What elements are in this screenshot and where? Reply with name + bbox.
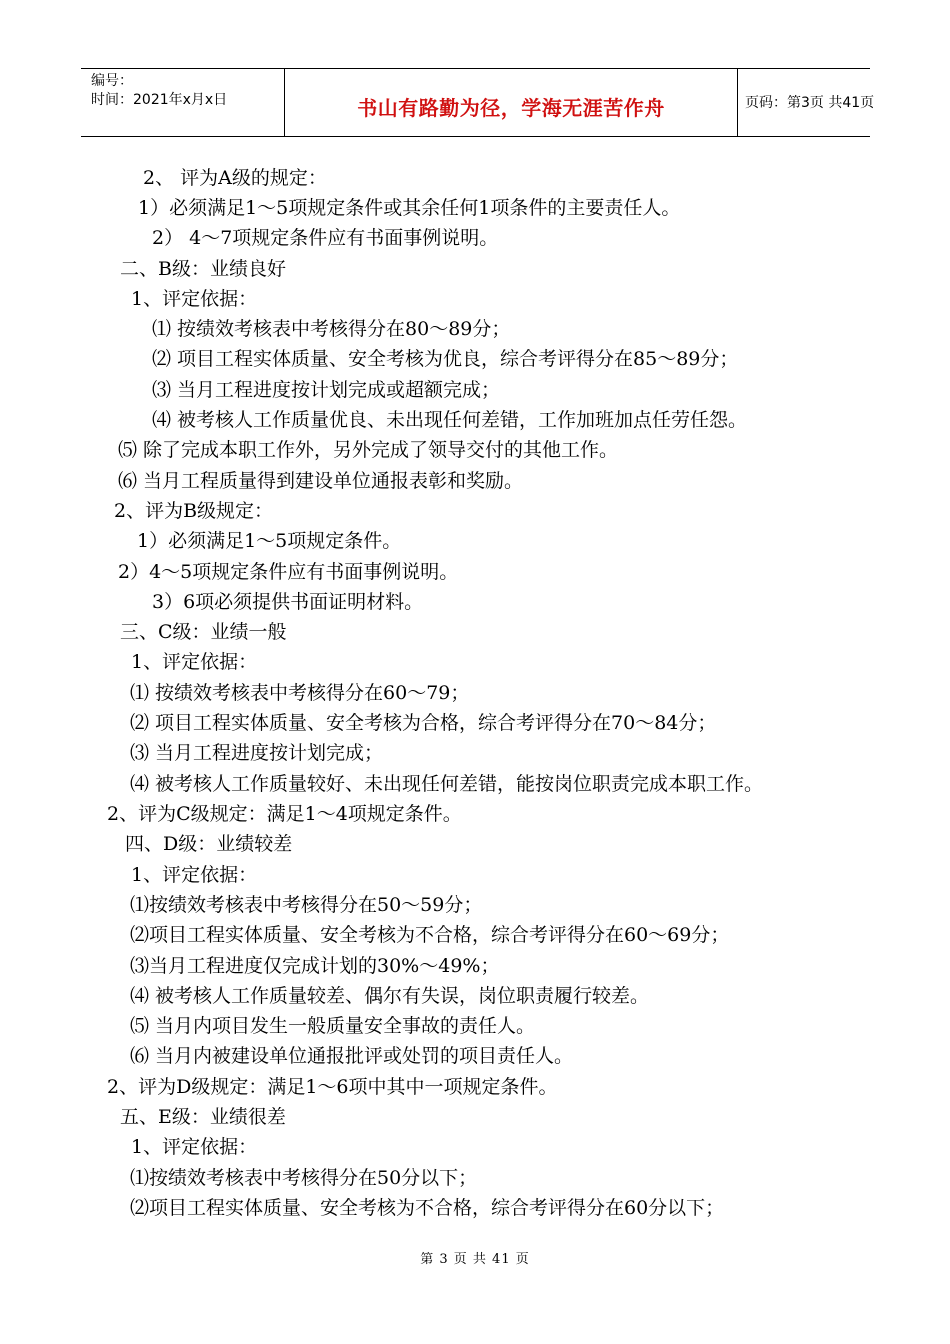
text-line: ⑷ 被考核人工作质量较好、未出现任何差错，能按岗位职责完成本职工作。 xyxy=(130,773,764,795)
text-line: 2） 4～7项规定条件应有书面事例说明。 xyxy=(152,227,499,249)
text-line: ⑶当月工程进度仅完成计划的30%～49%； xyxy=(130,955,500,977)
section-heading: 三、C级：业绩一般 xyxy=(120,621,287,643)
text-line: 3）6项必须提供书面证明材料。 xyxy=(152,591,424,613)
page-header xyxy=(81,68,875,137)
motto: 书山有路勤为径，学海无涯苦作舟 xyxy=(357,96,665,120)
text-line: ⑷ 被考核人工作质量优良、未出现任何差错，工作加班加点任劳任怨。 xyxy=(152,409,748,431)
section-heading: 四、D级：业绩较差 xyxy=(125,833,293,855)
text-line: 2、评为C级规定：满足1～4项规定条件。 xyxy=(107,803,462,825)
header-left-cell xyxy=(81,69,284,136)
text-line: 1、评定依据： xyxy=(131,1136,258,1158)
text-line: ⑸ 除了完成本职工作外，另外完成了领导交付的其他工作。 xyxy=(118,439,619,461)
text-line: ⑶ 当月工程进度按计划完成或超额完成； xyxy=(152,379,501,401)
section-heading: 二、B级：业绩良好 xyxy=(120,258,286,280)
text-line: ⑴ 按绩效考核表中考核得分在60～79； xyxy=(130,682,470,704)
section-heading: 五、E级：业绩很差 xyxy=(120,1106,286,1128)
text-line: 2、评为D级规定：满足1～6项中其中一项规定条件。 xyxy=(107,1076,558,1098)
text-line: 1、评定依据： xyxy=(131,651,258,673)
text-line: 2、评为B级规定： xyxy=(114,500,274,522)
header-right-cell xyxy=(737,69,875,136)
text-line: 1、评定依据： xyxy=(131,288,258,310)
text-line: ⑵项目工程实体质量、安全考核为不合格，综合考评得分在60～69分； xyxy=(130,924,730,946)
text-line: ⑶ 当月工程进度按计划完成； xyxy=(130,742,384,764)
text-line: ⑵项目工程实体质量、安全考核为不合格，综合考评得分在60分以下； xyxy=(130,1197,725,1219)
page-footer: 第 3 页 共 41 页 xyxy=(420,1252,530,1267)
text-line: ⑴ 按绩效考核表中考核得分在80～89分； xyxy=(152,318,511,340)
number-label: 编号： xyxy=(91,73,133,89)
text-line: ⑹ 当月工程质量得到建设单位通报表彰和奖励。 xyxy=(118,470,524,492)
time-label: 时间：2021年x月x日 xyxy=(91,92,228,108)
text-line: ⑴按绩效考核表中考核得分在50分以下； xyxy=(130,1167,478,1189)
text-line: ⑸ 当月内项目发生一般质量安全事故的责任人。 xyxy=(130,1015,536,1037)
text-line: ⑵ 项目工程实体质量、安全考核为优良，综合考评得分在85～89分； xyxy=(152,348,739,370)
text-line: 2）4～5项规定条件应有书面事例说明。 xyxy=(118,561,459,583)
text-line: 1）必须满足1～5项规定条件或其余任何1项条件的主要责任人。 xyxy=(138,197,681,219)
text-line: ⑷ 被考核人工作质量较差、偶尔有失误，岗位职责履行较差。 xyxy=(130,985,650,1007)
text-line: ⑵ 项目工程实体质量、安全考核为合格，综合考评得分在70～84分； xyxy=(130,712,717,734)
page-info: 页码：第3页 共41页 xyxy=(745,95,875,111)
text-line: 1）必须满足1～5项规定条件。 xyxy=(137,530,402,552)
text-line: ⑹ 当月内被建设单位通报批评或处罚的项目责任人。 xyxy=(130,1045,574,1067)
header-motto-cell xyxy=(284,69,738,136)
text-line: 1、评定依据： xyxy=(131,864,258,886)
text-line: 2、 评为A级的规定： xyxy=(143,167,327,189)
text-line: ⑴按绩效考核表中考核得分在50～59分； xyxy=(130,894,483,916)
